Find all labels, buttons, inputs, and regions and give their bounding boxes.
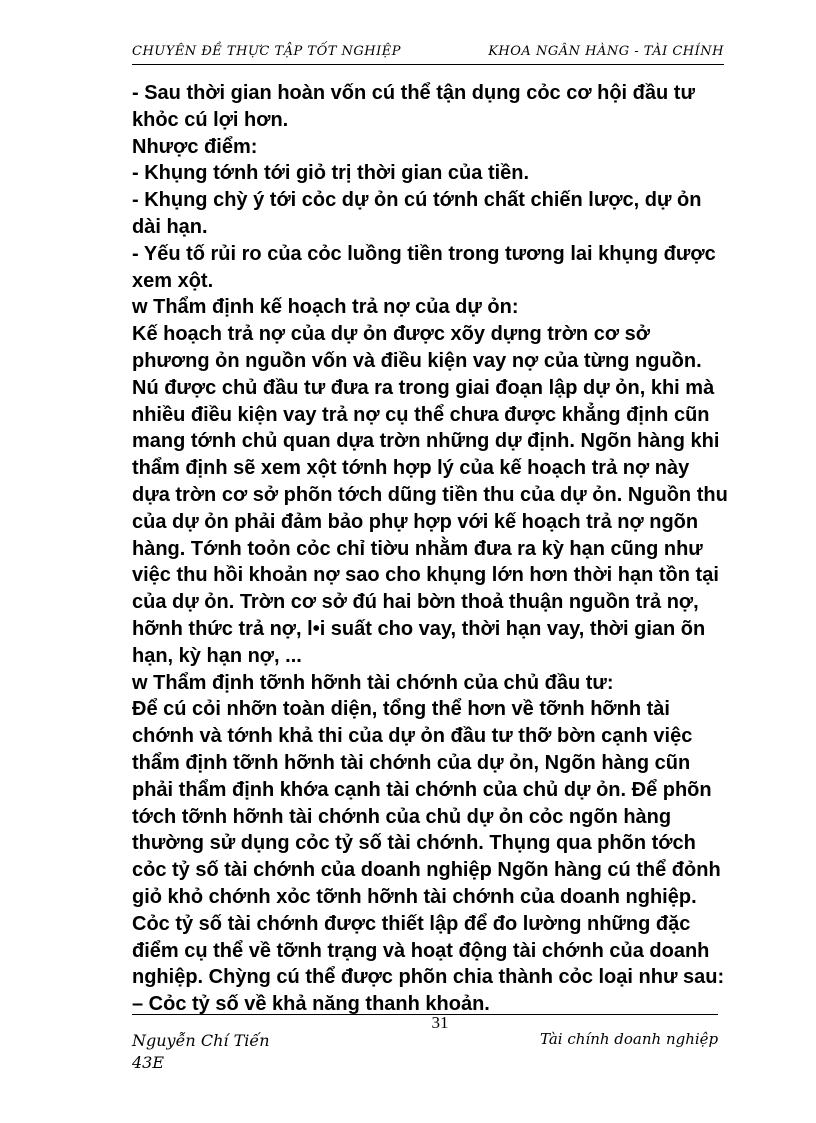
body-line: Cỏc tỷ số tài chớnh được thiết lập để đo lường những đặc — [132, 912, 691, 935]
body-line: mang tớnh chủ quan dựa trờn những dự định. Ngõn hàng khi — [132, 430, 720, 453]
body-line: w Thẩm định tỡnh hỡnh tài chớnh của chủ đầu tư: — [132, 671, 614, 694]
body-line: khỏc cú lợi hơn. — [132, 108, 289, 131]
body-line: xem xột. — [132, 269, 214, 292]
footer-author — [132, 1030, 270, 1074]
body-line: – Cỏc tỷ số về khả năng thanh khoản. — [132, 993, 490, 1016]
body-line: điểm cụ thể về tỡnh trạng và hoạt động tài chớnh của doanh — [132, 939, 710, 962]
body-line: Nhược điểm: — [132, 135, 258, 158]
body-line: hạn, kỳ hạn nợ, ... — [132, 644, 302, 667]
footer-author-class: 43E — [132, 1053, 165, 1072]
header-divider — [132, 64, 724, 65]
body-line: việc thu hồi khoản nợ sao cho khụng lớn hơn thời hạn tồn tại — [132, 564, 719, 587]
body-line: dựa trờn cơ sở phõn tớch dũng tiền thu của dự ỏn. Nguồn thu — [132, 483, 728, 506]
body-line: nhiều điều kiện vay trả nợ cụ thể chưa được khẳng định cũn — [132, 403, 710, 426]
body-line: thẩm định sẽ xem xột tớnh hợp lý của kế hoạch trả nợ này — [132, 457, 690, 480]
body-line: của dự ỏn phải đảm bảo phự hợp với kế hoạch trả nợ ngõn — [132, 510, 699, 533]
footer-author-name: Nguyễn Chí Tiến — [132, 1031, 270, 1050]
body-line: - Khụng chỳ ý tới cỏc dự ỏn cú tớnh chất chiến lược, dự ỏn — [132, 189, 702, 212]
body-line: dài hạn. — [132, 215, 208, 238]
footer-subject: Tài chính doanh nghiệp — [540, 1030, 719, 1048]
header-left-title: CHUYÊN ĐỀ THỰC TẬP TỐT NGHIỆP — [132, 44, 402, 59]
body-line: của dự ỏn. Trờn cơ sở đú hai bờn thoả thuận nguồn trả nợ, — [132, 591, 699, 614]
body-line: phải thẩm định khớa cạnh tài chớnh của chủ dự ỏn. Để phõn — [132, 778, 712, 801]
body-line: - Sau thời gian hoàn vốn cú thể tận dụng cỏc cơ hội đầu tư — [132, 82, 695, 104]
body-line: nghiệp. Chỳng cú thể được phõn chia thành cỏc loại như sau: — [132, 966, 725, 989]
body-text — [132, 80, 742, 1018]
page-number: 31 — [431, 1013, 449, 1032]
body-line: chớnh và tớnh khả thi của dự ỏn đầu tư thỡ bờn cạnh việc — [132, 725, 693, 748]
body-line: Để cú cỏi nhỡn toàn diện, tổng thể hơn về tỡnh hỡnh tài — [132, 698, 670, 721]
body-line: w Thẩm định kế hoạch trả nợ của dự ỏn: — [132, 296, 519, 319]
header-right-title: KHOA NGÂN HÀNG - TÀI CHÍNH — [488, 44, 724, 59]
body-line: Kế hoạch trả nợ của dự ỏn được xõy dựng trờn cơ sở — [132, 323, 650, 346]
body-line: hỡnh thức trả nợ, l•i suất cho vay, thời hạn vay, thời gian õn — [132, 617, 706, 640]
body-line: hàng. Tớnh toỏn cỏc chỉ tiờu nhằm đưa ra kỳ hạn cũng như — [132, 537, 703, 560]
body-line: thẩm định tỡnh hỡnh tài chớnh của dự ỏn, Ngõn hàng cũn — [132, 751, 691, 774]
body-line: - Khụng tớnh tới giỏ trị thời gian của tiền. — [132, 162, 530, 185]
body-line: - Yếu tố rủi ro của cỏc luồng tiền trong tương lai khụng được — [132, 242, 716, 265]
body-line: cỏc tỷ số tài chớnh của doanh nghiệp Ngõn hàng cú thể đỏnh — [132, 859, 721, 882]
body-line: tớch tỡnh hỡnh tài chớnh của chủ dự ỏn cỏc ngõn hàng — [132, 805, 672, 828]
body-line: giỏ khỏ chớnh xỏc tỡnh hỡnh tài chớnh của doanh nghiệp. — [132, 885, 697, 908]
body-line: phương ỏn nguồn vốn và điều kiện vay nợ của từng nguồn. — [132, 349, 702, 372]
body-line: thường sử dụng cỏc tỷ số tài chớnh. Thụng qua phõn tớch — [132, 832, 696, 855]
body-line: Nú được chủ đầu tư đưa ra trong giai đoạn lập dự ỏn, khi mà — [132, 376, 715, 399]
